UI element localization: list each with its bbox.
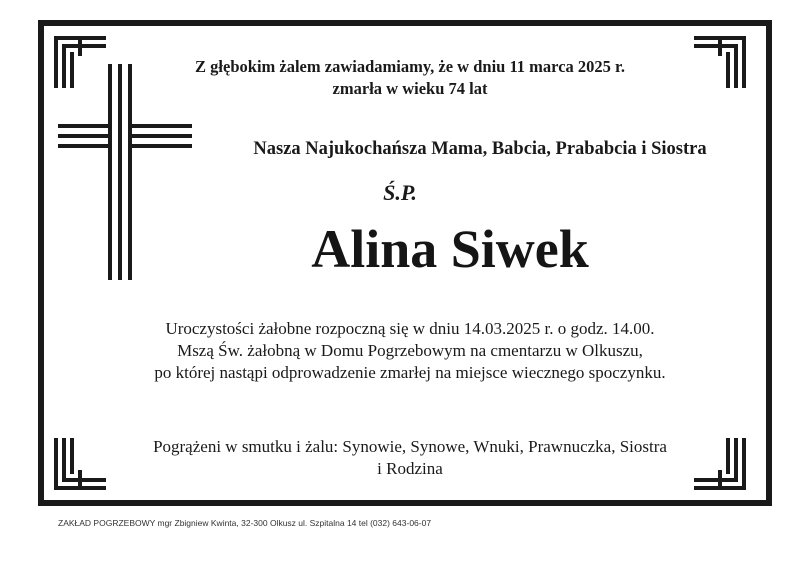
corner-ornament-top-right xyxy=(692,34,748,90)
mourners-line-2: i Rodzina xyxy=(377,459,443,478)
deceased-name: Alina Siwek xyxy=(311,219,589,279)
honorific: Ś.P. xyxy=(383,180,417,205)
ceremony-line-1: Uroczystości żałobne rozpoczną się w dniu 14.03.2025 r. o godz. 14.00. xyxy=(165,319,655,338)
mourners-line-1: Pogrążeni w smutku i żalu: Synowie, Synowe, Wnuki, Prawnuczka, Siostra xyxy=(153,437,667,456)
announcement-line-1: Z głębokim żalem zawiadamiamy, że w dniu 11 marca 2025 r. xyxy=(195,57,625,76)
ceremony-line-3: po której nastąpi odprowadzenie zmarłej na miejsce wiecznego spoczynku. xyxy=(154,363,666,382)
relation-line: Nasza Najukochańsza Mama, Babcia, Prababcia i Siostra xyxy=(253,139,707,159)
funeral-home-footer: ZAKŁAD POGRZEBOWY mgr Zbigniew Kwinta, 32-300 Olkusz ul. Szpitalna 14 tel (032) 643-06-07 xyxy=(58,518,432,528)
announcement-line-2: zmarła w wieku 74 lat xyxy=(332,79,488,98)
death-announcement xyxy=(120,56,700,100)
ceremony-details xyxy=(90,318,730,384)
ceremony-line-2: Mszą Św. żałobną w Domu Pogrzebowym na cmentarzu w Olkuszu, xyxy=(177,341,643,360)
mourners-list xyxy=(100,436,720,480)
